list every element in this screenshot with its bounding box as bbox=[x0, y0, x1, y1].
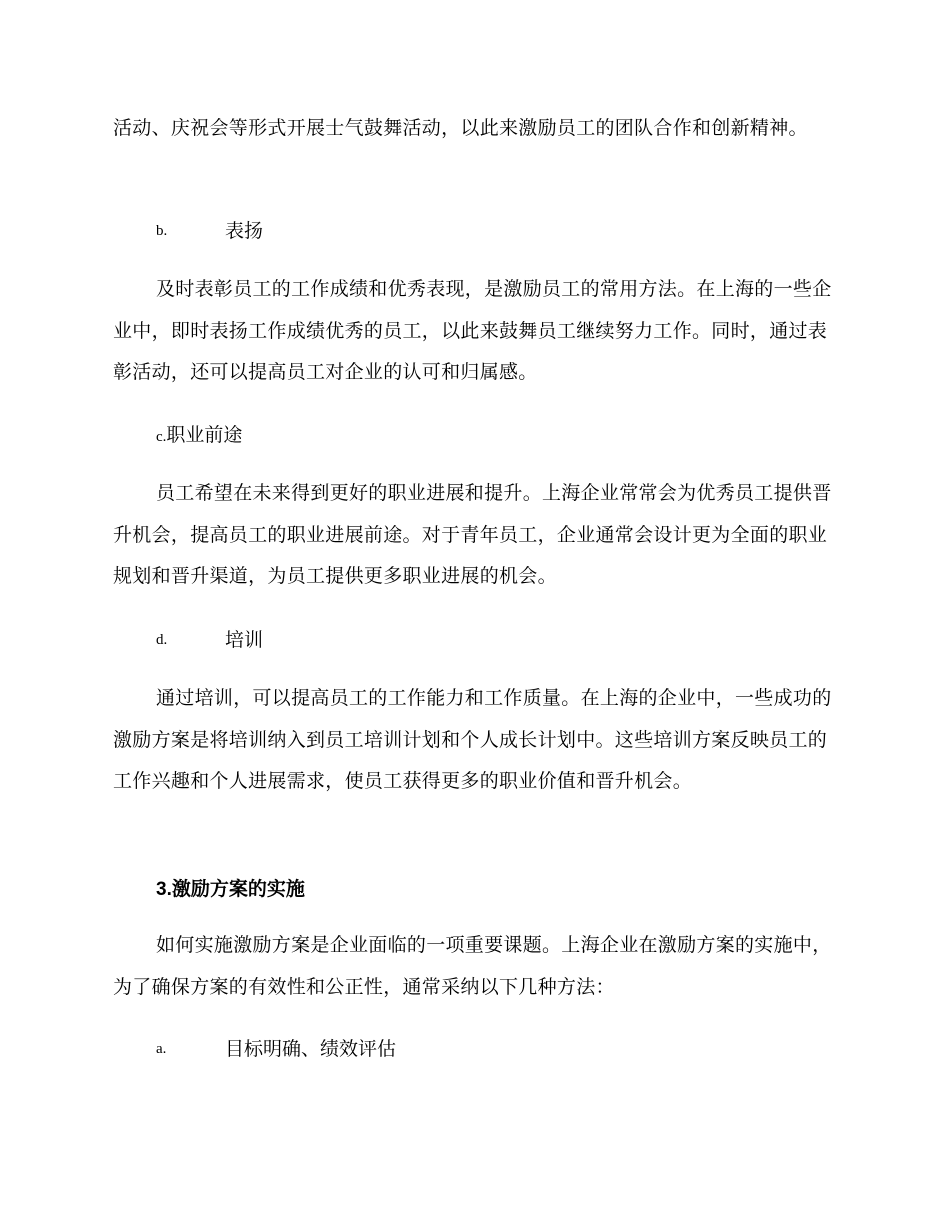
list-item-career-prospects-label: 职业前途 bbox=[166, 424, 243, 446]
paragraph-implementation: 如何实施激励方案是企业面临的一项重要课题。上海企业在激励方案的实施中，为了确保方案的有效性和公正性，通常采纳以下几种方法： bbox=[113, 934, 832, 998]
section-heading-number: 3. bbox=[156, 879, 172, 900]
list-item-career-prospects bbox=[156, 420, 242, 450]
list-item-praise-label: 表扬 bbox=[225, 220, 264, 242]
list-marker-a: a. bbox=[156, 1041, 167, 1057]
section-heading bbox=[156, 872, 305, 906]
list-item-training-label: 培训 bbox=[225, 629, 264, 651]
list-marker-c: c. bbox=[156, 429, 167, 445]
section-heading-text: 激励方案的实施 bbox=[171, 878, 305, 900]
paragraph-praise: 及时表彰员工的工作成绩和优秀表现，是激励员工的常用方法。在上海的一些企业中，即时表扬工作成绩优秀的员工，以此来鼓舞员工继续努力工作。同时，通过表彰活动，还可以提高员工对企业的认可和归属感。 bbox=[113, 278, 832, 383]
list-item-training bbox=[156, 625, 263, 655]
list-item-praise bbox=[156, 216, 263, 246]
list-marker-b: b. bbox=[156, 223, 168, 239]
list-marker-d: d. bbox=[156, 632, 168, 648]
paragraph-morale-activities: 活动、庆祝会等形式开展士气鼓舞活动，以此来激励员工的团队合作和创新精神。 bbox=[113, 117, 808, 139]
list-item-goals-performance bbox=[156, 1034, 396, 1064]
paragraph-career-prospects: 员工希望在未来得到更好的职业进展和提升。上海企业常常会为优秀员工提供晋升机会，提高员工的职业进展前途。对于青年员工，企业通常会设计更为全面的职业规划和晋升渠道，为员工提供更多职业进展的机会。 bbox=[113, 482, 832, 587]
list-item-goals-performance-label: 目标明确、绩效评估 bbox=[225, 1038, 397, 1060]
paragraph-training: 通过培训，可以提高员工的工作能力和工作质量。在上海的企业中，一些成功的激励方案是将培训纳入到员工培训计划和个人成长计划中。这些培训方案反映员工的工作兴趣和个人进展需求，使员工获得更多的职业价值和晋升机会。 bbox=[113, 687, 832, 792]
